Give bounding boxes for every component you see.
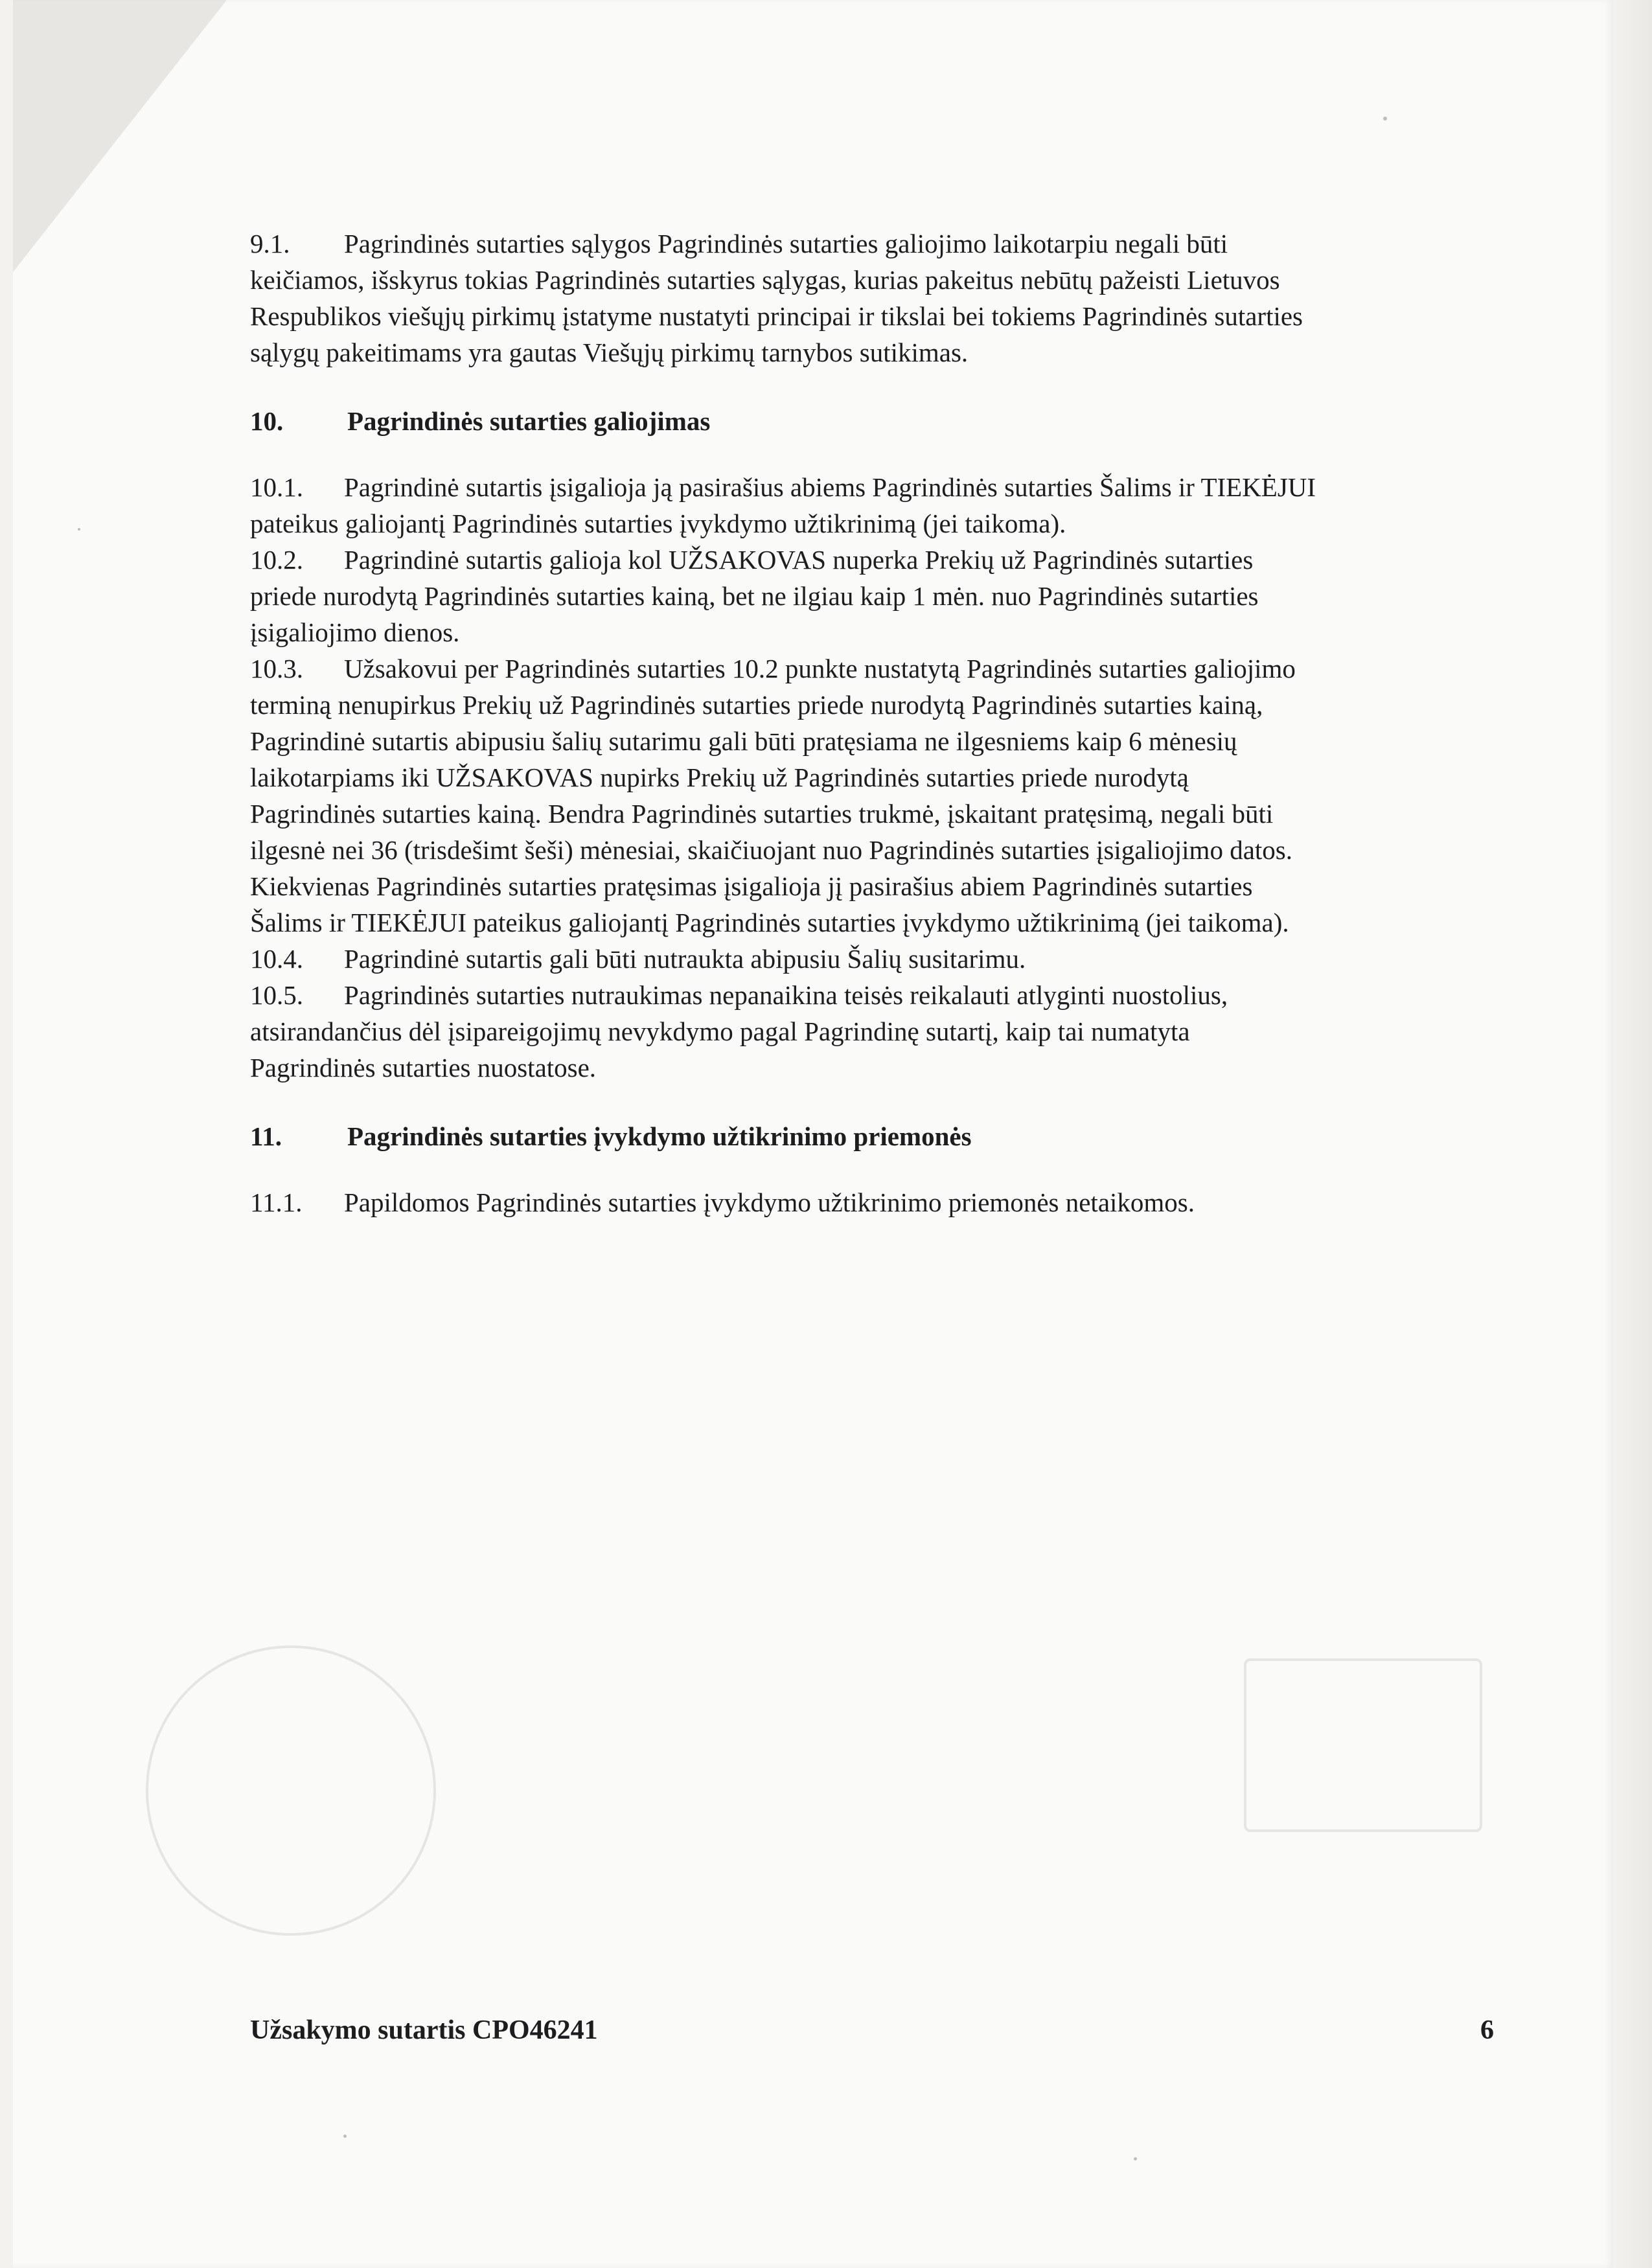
text-line: Šalims ir TIEKĖJUI pateikus galiojantį Pagrindinės sutarties įvykdymo užtikrinimą (jei taikoma). xyxy=(250,908,1289,937)
paragraph-number: 10.2. xyxy=(250,545,303,575)
folded-corner xyxy=(13,0,227,272)
text-line: Pagrindinės sutarties kainą. Bendra Pagrindinės sutarties trukmė, įskaitant pratęsimą, negali būti xyxy=(250,799,1274,829)
paragraph-10-1 xyxy=(250,469,1481,542)
section-heading-10 xyxy=(250,403,1481,439)
scan-edge xyxy=(1613,0,1652,2268)
paragraph-11-1 xyxy=(250,1184,1481,1220)
text-line: terminą nenupirkus Prekių už Pagrindinės sutarties priede nurodytą Pagrindinės sutarties kainą, xyxy=(250,690,1263,720)
paragraph-number: 10.4. xyxy=(250,944,303,974)
text-line: priede nurodytą Pagrindinės sutarties kainą, bet ne ilgiau kaip 1 mėn. nuo Pagrindinės sutarties xyxy=(250,581,1259,611)
paragraph-10-3 xyxy=(250,650,1481,941)
paragraph-10-5 xyxy=(250,977,1481,1086)
footer-title: Užsakymo sutartis CPO46241 xyxy=(250,2015,598,2045)
section-title: Pagrindinės sutarties galiojimas xyxy=(347,406,711,436)
text-line: Kiekvienas Pagrindinės sutarties pratęsimas įsigalioja jį pasirašius abiem Pagrindinės sutarties xyxy=(250,871,1253,901)
scan-speck xyxy=(1383,117,1387,120)
scan-speck xyxy=(1134,2157,1137,2160)
paragraph-9-1 xyxy=(250,225,1481,371)
text-line: Pagrindinė sutartis įsigalioja ją pasirašius abiems Pagrindinės sutarties Šalims ir TIEKĖJUI xyxy=(344,472,1316,502)
section-title: Pagrindinės sutarties įvykdymo užtikrinimo priemonės xyxy=(347,1121,972,1151)
section-number: 11. xyxy=(250,1121,282,1151)
page-footer xyxy=(250,2015,1494,2046)
paragraph-10-4 xyxy=(250,941,1481,977)
page-number: 6 xyxy=(1480,2015,1494,2045)
text-line: laikotarpiams iki UŽSAKOVAS nupirks Prekių už Pagrindinės sutarties priede nurodytą xyxy=(250,762,1189,792)
paragraph-number: 10.3. xyxy=(250,654,303,683)
text-line: Papildomos Pagrindinės sutarties įvykdymo užtikrinimo priemonės netaikomos. xyxy=(344,1187,1195,1217)
paragraph-number: 10.1. xyxy=(250,472,303,502)
text-line: Užsakovui per Pagrindinės sutarties 10.2 punkte nustatytą Pagrindinės sutarties galiojimo xyxy=(344,654,1296,683)
paragraph-10-2 xyxy=(250,542,1481,650)
paragraph-number: 11.1. xyxy=(250,1187,303,1217)
document-body xyxy=(250,225,1481,1220)
scan-speck xyxy=(78,528,80,531)
text-line: Pagrindinė sutartis galioja kol UŽSAKOVAS nuperka Prekių už Pagrindinės sutarties xyxy=(344,545,1254,575)
paragraph-number: 10.5. xyxy=(250,980,303,1010)
text-line: Pagrindinės sutarties sąlygos Pagrindinės sutarties galiojimo laikotarpiu negali būti xyxy=(344,229,1228,258)
text-line: įsigaliojimo dienos. xyxy=(250,617,460,647)
text-line: ilgesnė nei 36 (trisdešimt šeši) mėnesiai, skaičiuojant nuo Pagrindinės sutarties įsigaliojimo datos. xyxy=(250,835,1292,865)
text-line: Pagrindinė sutartis abipusiu šalių sutarimu gali būti pratęsiama ne ilgesniems kaip 6 mėnesių xyxy=(250,726,1237,756)
text-line: Pagrindinės sutarties nutraukimas nepanaikina teisės reikalauti atlyginti nuostolius, xyxy=(344,980,1228,1010)
section-heading-11 xyxy=(250,1118,1481,1154)
text-line: Respublikos viešųjų pirkimų įstatyme nustatyti principai ir tikslai bei tokiems Pagrindinės sutarties xyxy=(250,301,1303,331)
paragraph-number: 9.1. xyxy=(250,229,290,258)
text-line: atsirandančius dėl įsipareigojimų nevykdymo pagal Pagrindinę sutartį, kaip tai numatyta xyxy=(250,1016,1190,1046)
text-line: Pagrindinės sutarties nuostatose. xyxy=(250,1053,597,1082)
text-line: Pagrindinė sutartis gali būti nutraukta abipusiu Šalių susitarimu. xyxy=(344,944,1026,974)
section-number: 10. xyxy=(250,406,284,436)
text-line: keičiamos, išskyrus tokias Pagrindinės sutarties sąlygas, kurias pakeitus nebūtų pažeisti Lietuvos xyxy=(250,265,1280,295)
text-line: sąlygų pakeitimams yra gautas Viešųjų pirkimų tarnybos sutikimas. xyxy=(250,338,969,367)
text-line: pateikus galiojantį Pagrindinės sutarties įvykdymo užtikrinimą (jei taikoma). xyxy=(250,509,1066,538)
scan-speck xyxy=(343,2135,347,2138)
